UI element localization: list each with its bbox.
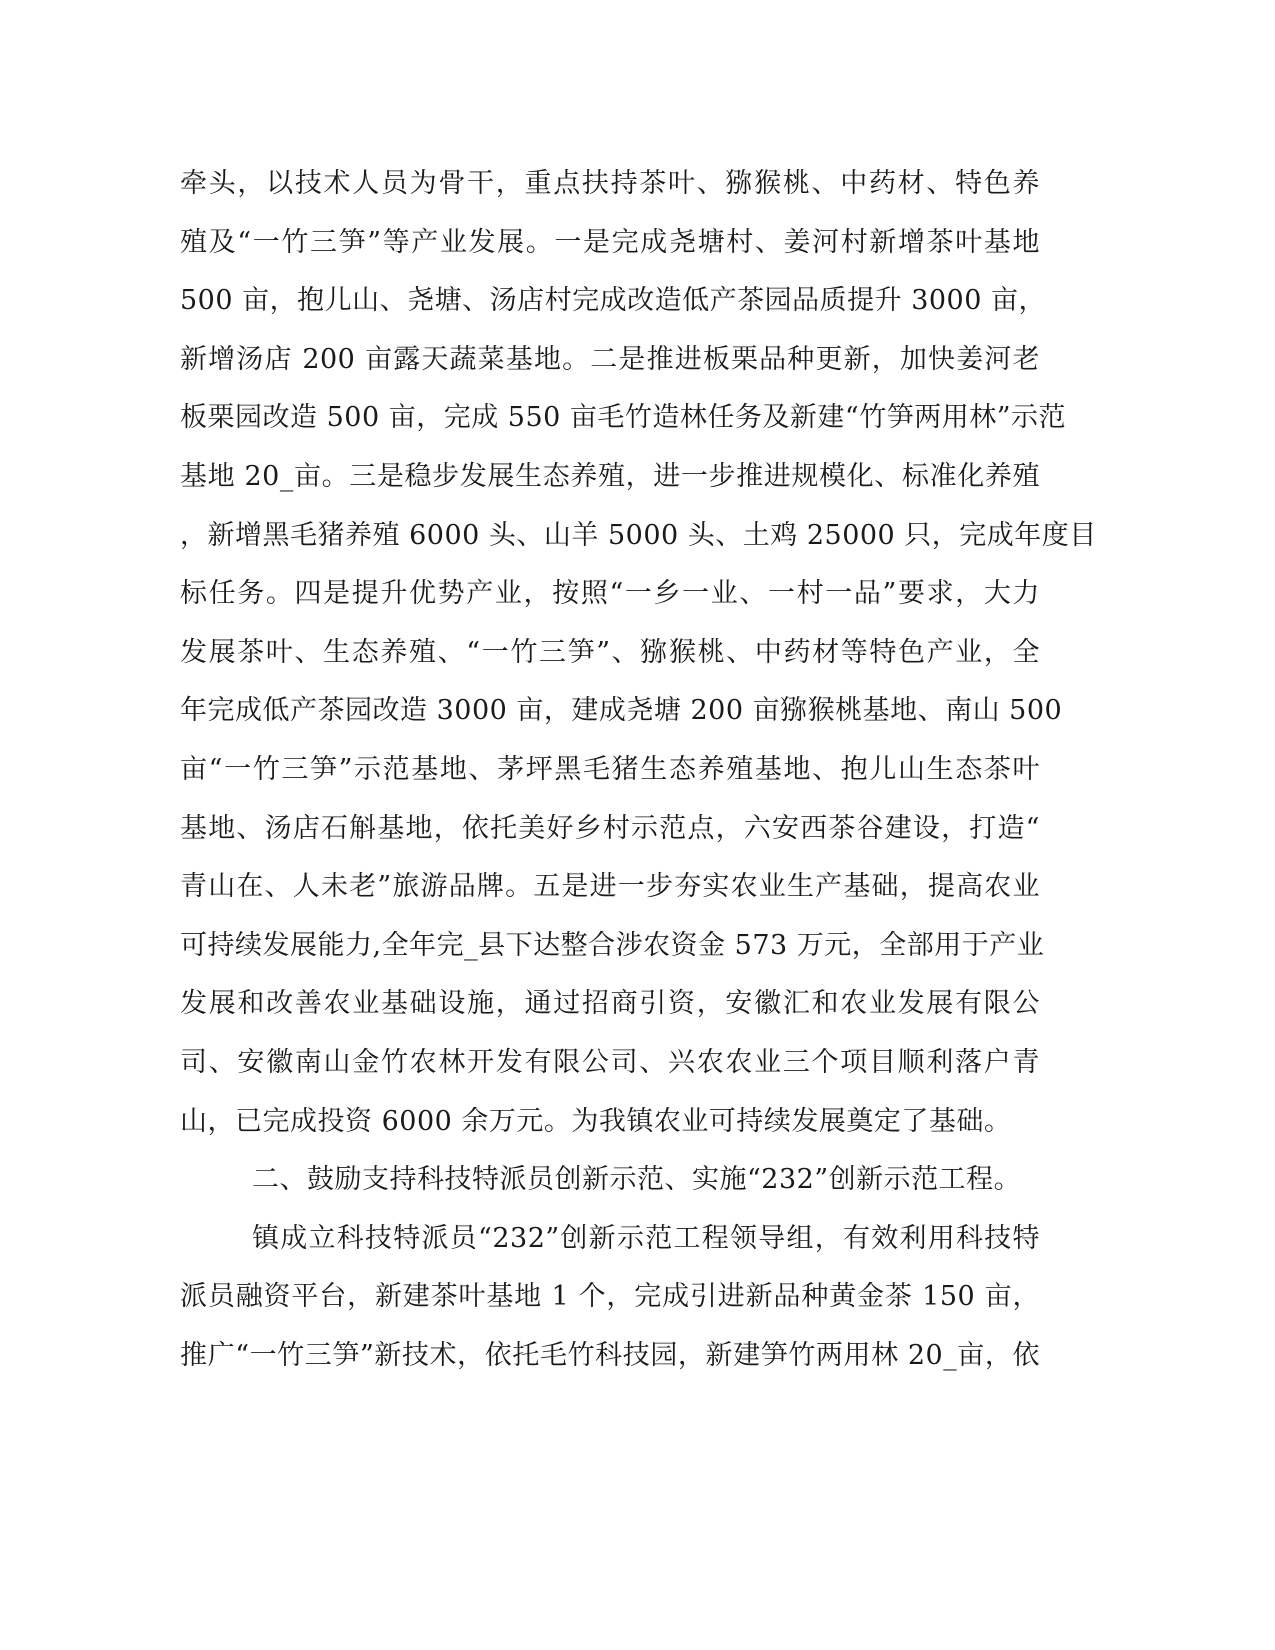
paragraph-1-line: 发展茶叶、生态养殖、“一竹三笋”、猕猴桃、中药材等特色产业，全	[180, 636, 1040, 668]
section-heading: 二、鼓励支持科技特派员创新示范、实施“232”创新示范工程。	[252, 1164, 1022, 1196]
paragraph-1-line: 青山在、人未老”旅游品牌。五是进一步夯实农业生产基础，提高农业	[180, 871, 1040, 903]
paragraph-1-line: 牵头，以技术人员为骨干，重点扶持茶叶、猕猴桃、中药材、特色养	[180, 168, 1040, 199]
paragraph-1-line: 年完成低产茶园改造 3000 亩，建成尧塘 200 亩猕猴桃基地、南山 500	[180, 695, 1063, 727]
paragraph-1-line: 发展和改善农业基础设施，通过招商引资，安徽汇和农业发展有限公	[180, 988, 1040, 1020]
paragraph-1-line: 基地 20_亩。三是稳步发展生态养殖，进一步推进规模化、标准化养殖	[180, 460, 1040, 492]
document-body	[180, 155, 1097, 1385]
paragraph-2-line: 推广“一竹三笋”新技术，依托毛竹科技园，新建笋竹两用林 20_亩，依	[180, 1339, 1040, 1371]
paragraph-1-line: 殖及“一竹三笋”等产业发展。一是完成尧塘村、姜河村新增茶叶基地	[180, 226, 1040, 258]
paragraph-1-line: 可持续发展能力,全年完_县下达整合涉农资金 573 万元，全部用于产业	[180, 929, 1045, 961]
paragraph-1-line: 基地、汤店石斛基地，依托美好乡村示范点，六安西茶谷建设，打造“	[180, 812, 1040, 844]
paragraph-1-line: 亩“一竹三笋”示范基地、茅坪黑毛猪生态养殖基地、抱儿山生态茶叶	[180, 753, 1040, 785]
paragraph-1-line: 新增汤店 200 亩露天蔬菜基地。二是推进板栗品种更新，加快姜河老	[180, 343, 1040, 375]
paragraph-2-line: 镇成立科技特派员“232”创新示范工程领导组，有效利用科技特	[252, 1222, 1040, 1254]
paragraph-1-line: 板栗园改造 500 亩，完成 550 亩毛竹造林任务及新建“竹笋两用林”示范	[180, 402, 1067, 434]
paragraph-1-line: 山，已完成投资 6000 余万元。为我镇农业可持续发展奠定了基础。	[180, 1105, 1012, 1137]
paragraph-2-line: 派员融资平台，新建茶叶基地 1 个，完成引进新品种黄金茶 150 亩，	[180, 1281, 1040, 1313]
paragraph-1-line: ，新增黑毛猪养殖 6000 头、山羊 5000 头、土鸡 25000 只，完成年度目	[180, 519, 1097, 551]
paragraph-1-line: 标任务。四是提升优势产业，按照“一乡一业、一村一品”要求，大力	[180, 578, 1040, 610]
paragraph-1-line: 司、安徽南山金竹农林开发有限公司、兴农农业三个项目顺利落户青	[180, 1046, 1040, 1078]
paragraph-1-line: 500 亩，抱儿山、尧塘、汤店村完成改造低产茶园品质提升 3000 亩，	[180, 285, 1046, 317]
